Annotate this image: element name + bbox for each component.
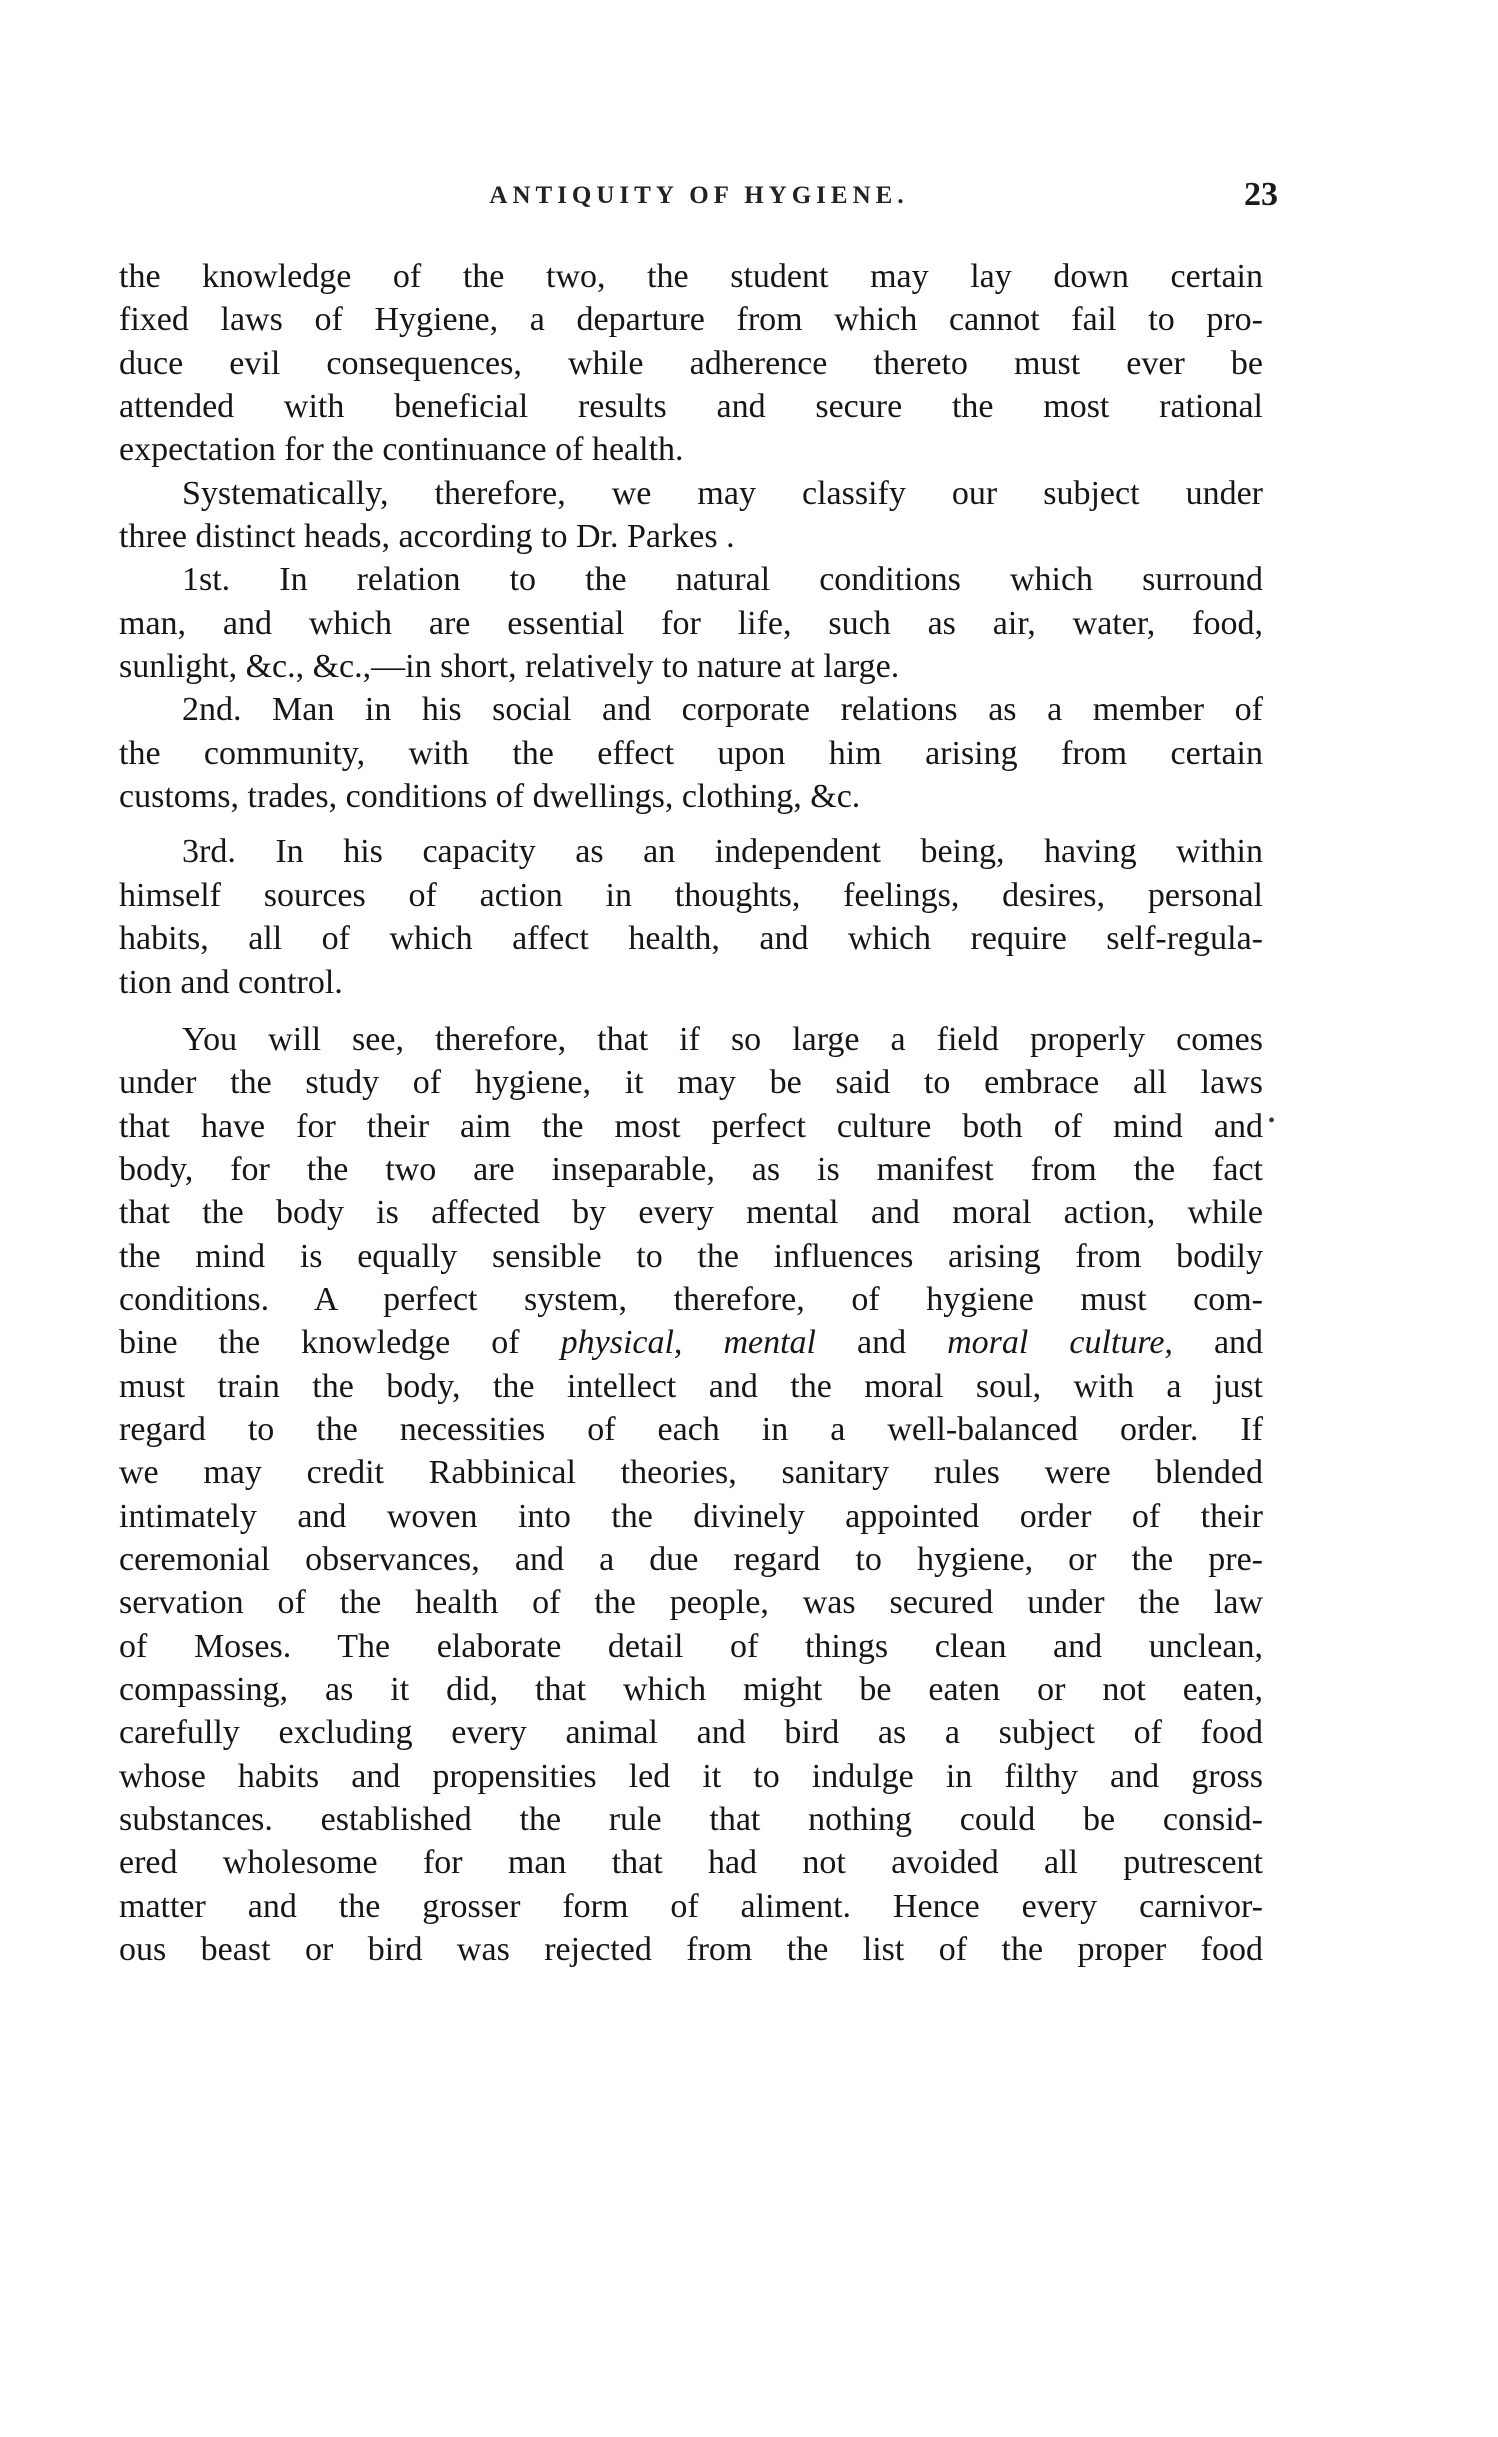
text-line: that the body is affected by every mental and moral action, while xyxy=(119,1194,1263,1232)
text-line: Systematically, therefore, we may classify our subject under xyxy=(182,474,1263,512)
text-line: ceremonial observances, and a due regard to hygiene, or the pre- xyxy=(119,1540,1263,1578)
text-segment: and xyxy=(1213,1324,1263,1362)
text-line: the knowledge of the two, the student may lay down certain xyxy=(119,258,1263,295)
text-line: 1st. In relation to the natural conditions which surround xyxy=(182,561,1263,599)
text-line: man, and which are essential for life, such as air, water, food, xyxy=(119,604,1263,642)
paragraph-gap xyxy=(119,1004,1263,1018)
text-line: fixed laws of Hygiene, a departure from which cannot fail to pro- xyxy=(119,301,1263,339)
text-line: habits, all of which affect health, and which require self-regula- xyxy=(119,920,1263,958)
text-line: regard to the necessities of each in a well-balanced order. If xyxy=(119,1410,1263,1448)
body-text xyxy=(119,255,1263,1971)
text-line: we may credit Rabbinical theories, sanitary rules were blended xyxy=(119,1454,1263,1492)
text-line: customs, trades, conditions of dwellings, clothing, &c. xyxy=(119,778,861,816)
text-line: body, for the two are inseparable, as is manifest from the fact xyxy=(119,1150,1263,1188)
text-segment: bine the knowledge of xyxy=(119,1324,520,1362)
text-line: servation of the health of the people, was secured under the law xyxy=(119,1584,1263,1622)
text-line: that have for their aim the most perfect culture both of mind and xyxy=(119,1107,1263,1145)
text-line: duce evil consequences, while adherence thereto must ever be xyxy=(119,344,1263,382)
text-line: compassing, as it did, that which might be eaten or not eaten, xyxy=(119,1671,1263,1708)
text-line: under the study of hygiene, it may be said to embrace all laws xyxy=(119,1064,1263,1102)
text-line: intimately and woven into the divinely appointed order of their xyxy=(119,1497,1263,1535)
text-line: conditions. A perfect system, therefore, of hygiene must com- xyxy=(119,1280,1263,1318)
paragraph-gap xyxy=(119,818,1263,830)
text-line-with-italics xyxy=(119,1321,1263,1364)
text-line: 3rd. In his capacity as an independent being, having within xyxy=(182,833,1263,871)
text-line: sunlight, &c., &c.,—in short, relatively to nature at large. xyxy=(119,648,900,686)
text-line: three distinct heads, according to Dr. Parkes . xyxy=(119,518,735,556)
text-line: 2nd. Man in his social and corporate relations as a member of xyxy=(182,691,1263,729)
text-line: You will see, therefore, that if so large a field properly comes xyxy=(182,1020,1263,1058)
text-line: tion and control. xyxy=(119,963,343,1001)
running-title: ANTIQUITY OF HYGIENE. xyxy=(489,182,909,209)
text-line: must train the body, the intellect and the moral soul, with a just xyxy=(119,1367,1263,1405)
text-line: ered wholesome for man that had not avoided all putrescent xyxy=(119,1844,1263,1882)
margin-mark: • xyxy=(1268,1110,1276,1132)
italic-term: moral culture, xyxy=(947,1324,1173,1362)
text-line: carefully excluding every animal and bird as a subject of food xyxy=(119,1714,1263,1752)
italic-term: mental xyxy=(723,1324,816,1362)
text-line: whose habits and propensities led it to indulge in filthy and gross xyxy=(119,1757,1263,1795)
text-line: expectation for the continuance of health. xyxy=(119,431,684,469)
page-number: 23 xyxy=(1244,176,1278,213)
text-line: the mind is equally sensible to the influences arising from bodily xyxy=(119,1237,1263,1275)
italic-term: physical, xyxy=(560,1324,683,1362)
text-line: substances. established the rule that nothing could be consid- xyxy=(119,1801,1263,1839)
text-line: ous beast or bird was rejected from the list of the proper food xyxy=(119,1931,1263,1969)
text-line: attended with beneficial results and secure the most rational xyxy=(119,388,1263,426)
text-line: the community, with the effect upon him arising from certain xyxy=(119,734,1263,772)
running-head xyxy=(120,176,1278,226)
text-line: of Moses. The elaborate detail of things clean and unclean, xyxy=(119,1627,1263,1665)
text-line: matter and the grosser form of aliment. Hence every carnivor- xyxy=(119,1887,1263,1925)
text-line: himself sources of action in thoughts, feelings, desires, personal xyxy=(119,876,1263,914)
text-segment: and xyxy=(857,1324,907,1362)
